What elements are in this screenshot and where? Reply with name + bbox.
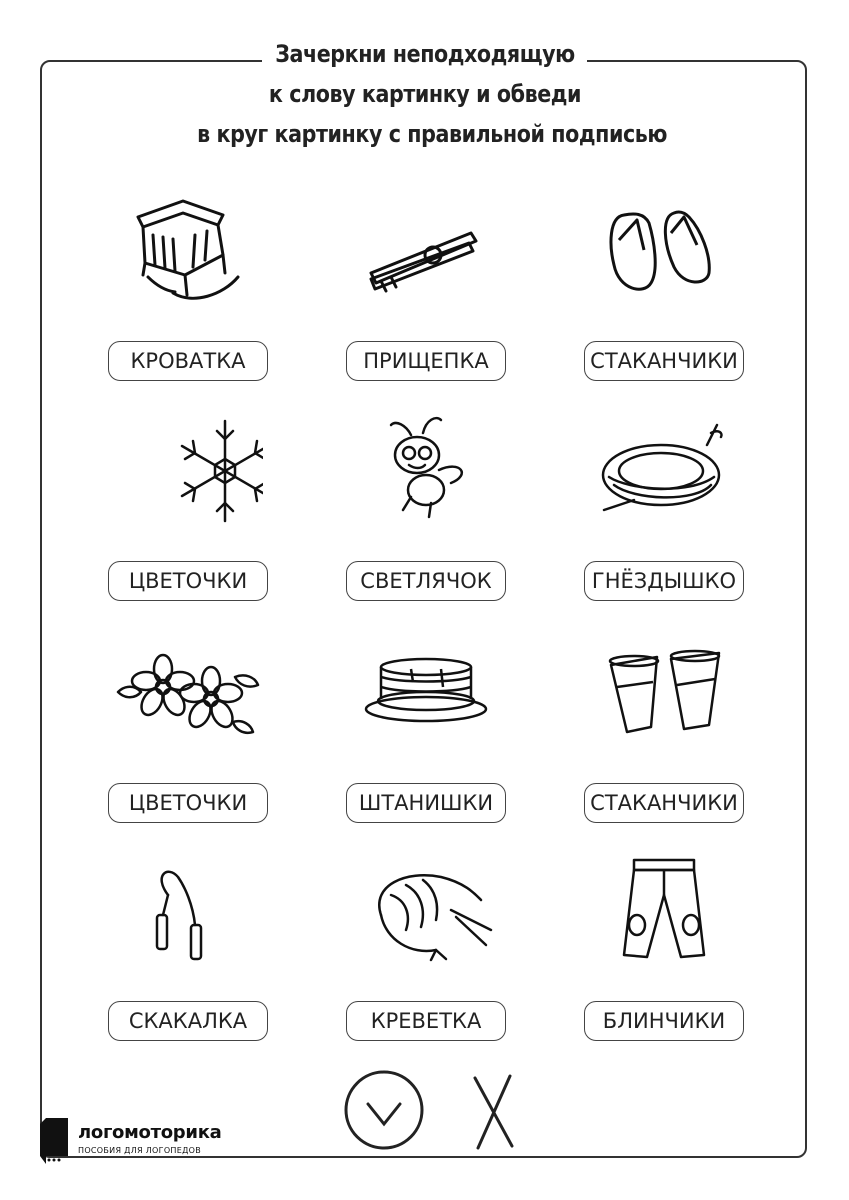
title-line-2: к слову картинку и обведи bbox=[268, 80, 582, 108]
clothespin-icon[interactable] bbox=[351, 195, 501, 315]
nest-icon[interactable] bbox=[589, 415, 739, 535]
item-cell bbox=[306, 195, 546, 395]
item-cell bbox=[68, 195, 308, 395]
word-label[interactable]: КРЕВЕТКА bbox=[346, 1001, 506, 1041]
item-cell bbox=[306, 415, 546, 615]
item-cell bbox=[306, 637, 546, 837]
item-cell bbox=[544, 637, 784, 837]
word-label[interactable]: СВЕТЛЯЧОК bbox=[346, 561, 506, 601]
circle-check-icon bbox=[346, 1072, 422, 1148]
word-label[interactable]: СКАКАЛКА bbox=[108, 1001, 268, 1041]
cups-icon[interactable] bbox=[589, 637, 739, 757]
flip-flops-icon[interactable] bbox=[589, 195, 739, 315]
word-label[interactable]: ПРИЩЕПКА bbox=[346, 341, 506, 381]
item-cell bbox=[544, 195, 784, 395]
word-label[interactable]: ГНЁЗДЫШКО bbox=[584, 561, 744, 601]
task-title bbox=[197, 34, 668, 154]
shrimp-icon[interactable] bbox=[351, 855, 501, 975]
title-line-3: в круг картинку с правильной подписью bbox=[197, 120, 668, 148]
pancakes-icon[interactable] bbox=[351, 637, 501, 757]
speech-bubble-logo-icon bbox=[40, 1118, 76, 1164]
legend bbox=[340, 1068, 530, 1153]
word-label[interactable]: СТАКАНЧИКИ bbox=[584, 783, 744, 823]
item-cell bbox=[544, 415, 784, 615]
word-label[interactable]: ЦВЕТОЧКИ bbox=[108, 561, 268, 601]
firefly-icon[interactable] bbox=[351, 415, 501, 535]
word-label[interactable]: ШТАНИШКИ bbox=[346, 783, 506, 823]
cross-icon bbox=[475, 1076, 512, 1148]
logo-subtitle: ПОСОБИЯ ДЛЯ ЛОГОПЕДОВ bbox=[78, 1146, 202, 1155]
pants-icon[interactable] bbox=[589, 855, 739, 975]
item-cell bbox=[68, 415, 308, 615]
word-label[interactable]: СТАКАНЧИКИ bbox=[584, 341, 744, 381]
jump-rope-icon[interactable] bbox=[113, 855, 263, 975]
cradle-icon[interactable] bbox=[113, 195, 263, 315]
item-cell bbox=[68, 637, 308, 837]
item-cell bbox=[68, 855, 308, 1055]
word-label[interactable]: ЦВЕТОЧКИ bbox=[108, 783, 268, 823]
word-label[interactable]: КРОВАТКА bbox=[108, 341, 268, 381]
logo bbox=[40, 1118, 240, 1168]
snowflake-icon[interactable] bbox=[113, 415, 263, 535]
word-label[interactable]: БЛИНЧИКИ bbox=[584, 1001, 744, 1041]
flowers-icon[interactable] bbox=[113, 637, 263, 757]
title-line-1: Зачеркни неподходящую bbox=[275, 40, 575, 68]
item-cell bbox=[306, 855, 546, 1055]
logo-name: логомоторика bbox=[78, 1122, 222, 1143]
item-cell bbox=[544, 855, 784, 1055]
